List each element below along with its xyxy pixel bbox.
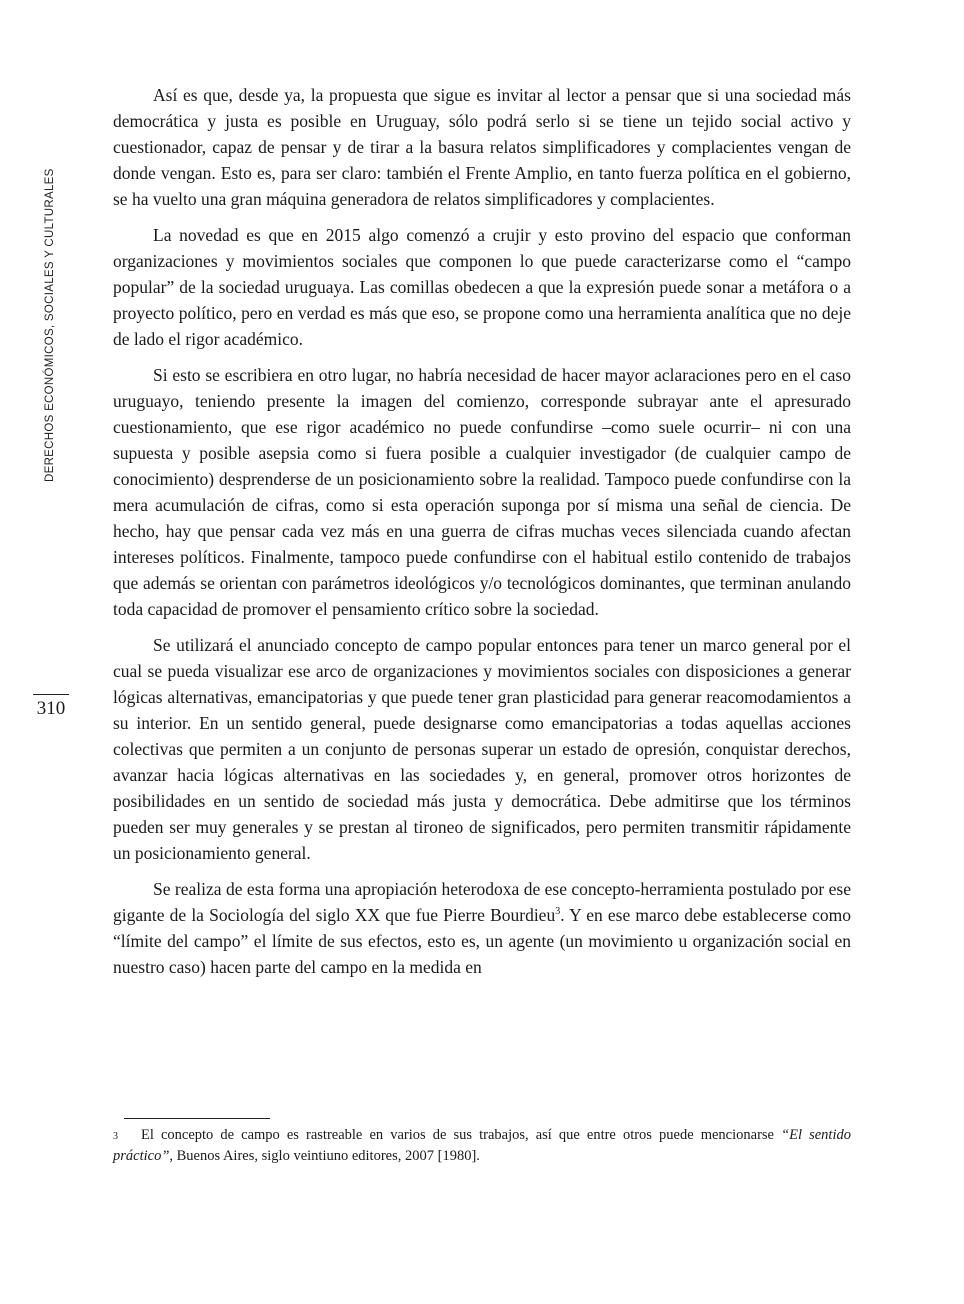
page-number-rule [33, 694, 69, 695]
paragraph-2: La novedad es que en 2015 algo comenzó a crujir y esto provino del espacio que conforman organizaciones y movimientos sociales que componen lo que puede caracterizarse como el “campo popular” de la sociedad uruguaya. Las comillas obedecen a que la expresión puede sonar a metáfora o a proyecto político, pero en verdad es más que eso, se propone como una herramienta analítica que no deje de lado el rigor académico. [113, 225, 851, 349]
body-text [113, 82, 851, 990]
footnote-text-end: , Buenos Aires, siglo veintiuno editores, 2007 [1980]. [169, 1148, 480, 1164]
paragraph-5-text-start: Se realiza de esta forma una apropiación heterodoxa de ese concepto-herramienta postulado por ese gigante de la Sociología del siglo XX que fue Pierre Bourdieu [113, 879, 851, 925]
running-header: DERECHOS ECONÓMICOS, SOCIALES Y CULTURALES [44, 168, 56, 482]
footnote [113, 1125, 851, 1167]
paragraph-5 [113, 876, 851, 980]
paragraph-1: Así es que, desde ya, la propuesta que sigue es invitar al lector a pensar que si una sociedad más democrática y justa es posible en Uruguay, sólo podrá serlo si se tiene un tejido social activo y cuestionador, capaz de pensar y de tirar a la basura relatos simplificadores y complacientes vengan de donde vengan. Esto es, para ser claro: también el Frente Amplio, en tanto fuerza política en el gobierno, se ha vuelto una gran máquina generadora de relatos simplificadores y complacientes. [113, 85, 851, 209]
footnote-separator [124, 1118, 270, 1119]
paragraph-4: Se utilizará el anunciado concepto de campo popular entonces para tener un marco general por el cual se pueda visualizar ese arco de organizaciones y movimientos sociales con disposiciones a generar lógicas alternativas, emancipatorias y que puede tener gran plasticidad para generar reacomodamientos a su interior. En un sentido general, puede designarse como emancipatorias a todas aquellas acciones colectivas que permiten a un conjunto de personas superar un estado de opresión, conquistar derechos, avanzar hacia lógicas alternativas en las sociedades y, en general, promover otros horizontes de posibilidades en un sentido de sociedad más justa y democrática. Debe admitirse que los términos pueden ser muy generales y se prestan al tironeo de significados, pero permiten transmitir rápidamente un posicionamiento general. [113, 635, 851, 863]
paragraph-5-text-end: . Y en ese marco debe establecerse como “límite del campo” el límite de sus efectos, esto es, un agente (un movimiento u organización social en nuestro caso) hacen parte del campo en la medida en [113, 905, 851, 977]
footnote-text-start: El concepto de campo es rastreable en varios de sus trabajos, así que entre otros puede mencionarse [141, 1127, 782, 1143]
footnote-reference[interactable]: 3 [555, 906, 561, 918]
page-number: 310 [36, 698, 66, 719]
paragraph-3: Si esto se escribiera en otro lugar, no habría necesidad de hacer mayor aclaraciones pero en el caso uruguayo, teniendo presente la imagen del comienzo, corresponde subrayar ante el apresurado cuestionamiento, que ese rigor académico no puede confundirse –como suele ocurrir– ni con una supuesta y posible asepsia como si fuera posible a cualquier investigador (de cualquier campo de conocimiento) desprenderse de un posicionamiento sobre la realidad. Tampoco puede confundirse con la mera acumulación de cifras, como si esta operación suponga por sí misma una señal de ciencia. De hecho, hay que pensar cada vez más en una guerra de cifras muchas veces silenciada cuando afectan intereses políticos. Finalmente, tampoco puede confundirse con el habitual estilo contenido de trabajos que además se orientan con parámetros ideológicos y/o tecnológicos dominantes, que terminan anulando toda capacidad de promover el pensamiento crítico sobre la sociedad. [113, 365, 851, 619]
footnote-number: 3 [113, 1131, 118, 1142]
footnote-cited-title: “El sentido práctico” [113, 1127, 851, 1164]
